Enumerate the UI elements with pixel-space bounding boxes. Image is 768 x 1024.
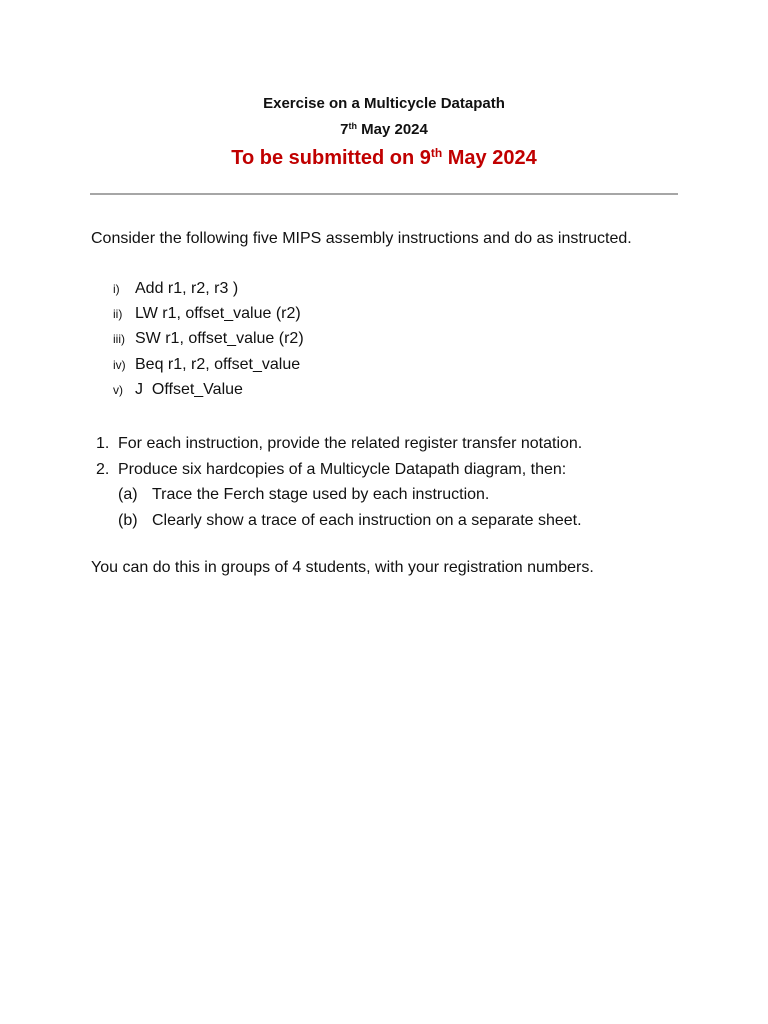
date-suffix: th — [348, 121, 357, 132]
instruction-item — [113, 279, 304, 304]
document-title: Exercise on a Multicycle Datapath — [263, 95, 505, 112]
task-list — [96, 431, 582, 533]
instruction-marker: v) — [113, 382, 123, 397]
instruction-text: Add r1, r2, r3 ) — [135, 280, 239, 297]
instruction-text: LW r1, offset_value (r2) — [135, 305, 301, 323]
subtask-marker: (b) — [118, 511, 138, 529]
task-item — [96, 431, 582, 457]
subtask-item — [118, 482, 582, 508]
deadline-rest: May 2024 — [442, 147, 537, 169]
task-marker: 1. — [96, 435, 110, 452]
subtask-text: Trace the Ferch stage used by each instruction. — [152, 486, 490, 503]
instruction-marker: i) — [113, 282, 120, 296]
instruction-marker: iii) — [113, 332, 125, 347]
task-text: For each instruction, provide the related register transfer notation. — [118, 435, 583, 452]
horizontal-divider — [90, 193, 678, 195]
subtask-list — [96, 482, 582, 533]
date-day: 7 — [340, 121, 349, 138]
instruction-item — [113, 355, 304, 380]
task-marker: 2. — [96, 460, 110, 478]
subtask-item — [118, 508, 582, 534]
intro-text: Consider the following five MIPS assembly instructions and do as instructed. — [91, 230, 632, 247]
subtask-text: Clearly show a trace of each instruction on a separate sheet. — [152, 511, 582, 529]
assignment-date — [0, 120, 768, 140]
instruction-item — [113, 380, 304, 405]
deadline-prefix: To be submitted on 9 — [231, 147, 431, 169]
instruction-text: J Offset_Value — [135, 380, 243, 398]
submission-deadline — [0, 145, 768, 171]
deadline-suffix: th — [430, 146, 443, 161]
instruction-text: Beq r1, r2, offset_value — [135, 355, 301, 373]
instruction-list — [113, 279, 304, 405]
instruction-item — [113, 329, 304, 354]
instruction-marker: ii) — [113, 307, 123, 322]
instruction-text: SW r1, offset_value (r2) — [135, 330, 304, 348]
task-item — [96, 457, 582, 534]
date-rest: May 2024 — [356, 121, 428, 138]
closing-note: You can do this in groups of 4 students, with your registration numbers. — [91, 559, 594, 576]
task-text: Produce six hardcopies of a Multicycle Datapath diagram, then: — [118, 460, 567, 478]
subtask-marker: (a) — [118, 486, 138, 503]
instruction-marker: iv) — [113, 357, 126, 372]
instruction-item — [113, 304, 304, 329]
